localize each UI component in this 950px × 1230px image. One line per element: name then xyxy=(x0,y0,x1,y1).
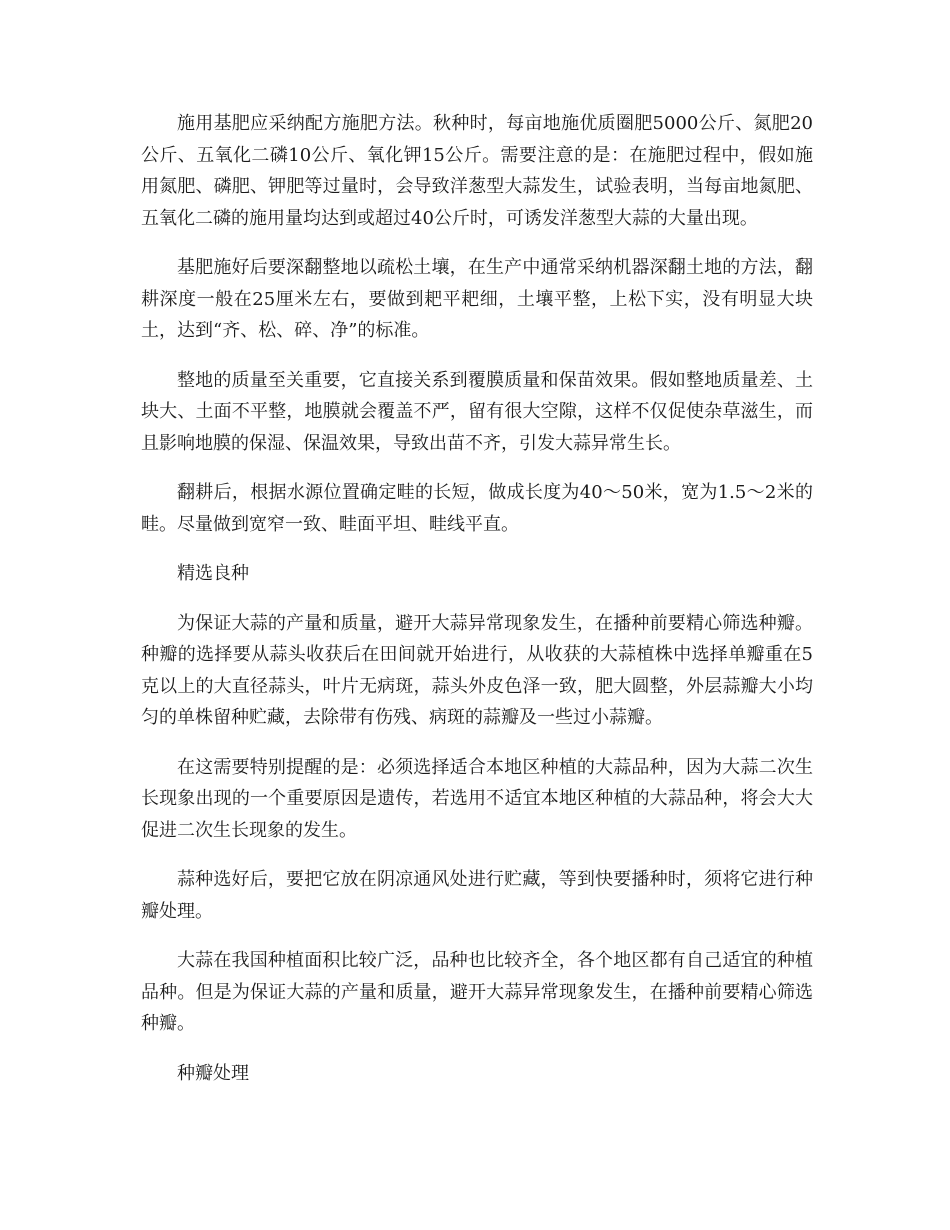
paragraph-seed-selection: 为保证大蒜的产量和质量，避开大蒜异常现象发生，在播种前要精心筛选种瓣。种瓣的选择要从蒜头收获后在田间就开始进行，从收获的大蒜植株中选择单瓣重在5克以上的大直径蒜头，叶片无病斑，蒜头外皮色泽一致，肥大圆整，外层蒜瓣大小均匀的单株留种贮藏，去除带有伤残、病斑的蒜瓣及一些过小蒜瓣。 xyxy=(141,612,813,728)
paragraph-fertilizer: 施用基肥应采纳配方施肥方法。秋种时，每亩地施优质圈肥5000公斤、氮肥20公斤、五氧化二磷10公斤、氧化钾15公斤。需要注意的是：在施肥过程中，假如施用氮肥、磷肥、钾肥等过量时，会导致洋葱型大蒜发生，试验表明，当每亩地氮肥、五氧化二磷的施用量均达到或超过40公斤时，可诱发洋葱型大蒜的大量出现。 xyxy=(141,113,813,229)
paragraph-plowing: 基肥施好后要深翻整地以疏松土壤，在生产中通常采纳机器深翻土地的方法，翻耕深度一般在25厘米左右，要做到耙平耙细，土壤平整，上松下实，没有明显大块土，达到“齐、松、碎、净”的标准。 xyxy=(141,257,813,341)
paragraph-varieties: 大蒜在我国种植面积比较广泛，品种也比较齐全，各个地区都有自己适宜的种植品种。但是为保证大蒜的产量和质量，避开大蒜异常现象发生，在播种前要精心筛选种瓣。 xyxy=(141,950,813,1034)
paragraph-land-quality: 整地的质量至关重要，它直接关系到覆膜质量和保苗效果。假如整地质量差、土块大、土面不平整，地膜就会覆盖不严，留有很大空隙，这样不仅促使杂草滋生，而且影响地膜的保湿、保温效果，导致出苗不齐，引发大蒜异常生长。 xyxy=(141,369,813,454)
paragraph-ridge: 翻耕后，根据水源位置确定畦的长短，做成长度为40～50米，宽为1.5～2米的畦。尽量做到宽窄一致、畦面平坦、畦线平直。 xyxy=(141,482,813,535)
paragraph-variety-reminder: 在这需要特别提醒的是：必须选择适合本地区种植的大蒜品种，因为大蒜二次生长现象出现的一个重要原因是遗传，若选用不适宜本地区种植的大蒜品种，将会大大促进二次生长现象的发生。 xyxy=(141,756,813,841)
paragraph-storage: 蒜种选好后，要把它放在阴凉通风处进行贮藏，等到快要播种时，须将它进行种瓣处理。 xyxy=(141,869,813,922)
document-page xyxy=(141,108,813,1107)
section-heading-seed-selection: 精选良种 xyxy=(177,563,249,584)
section-heading-seed-treatment: 种瓣处理 xyxy=(177,1062,249,1084)
